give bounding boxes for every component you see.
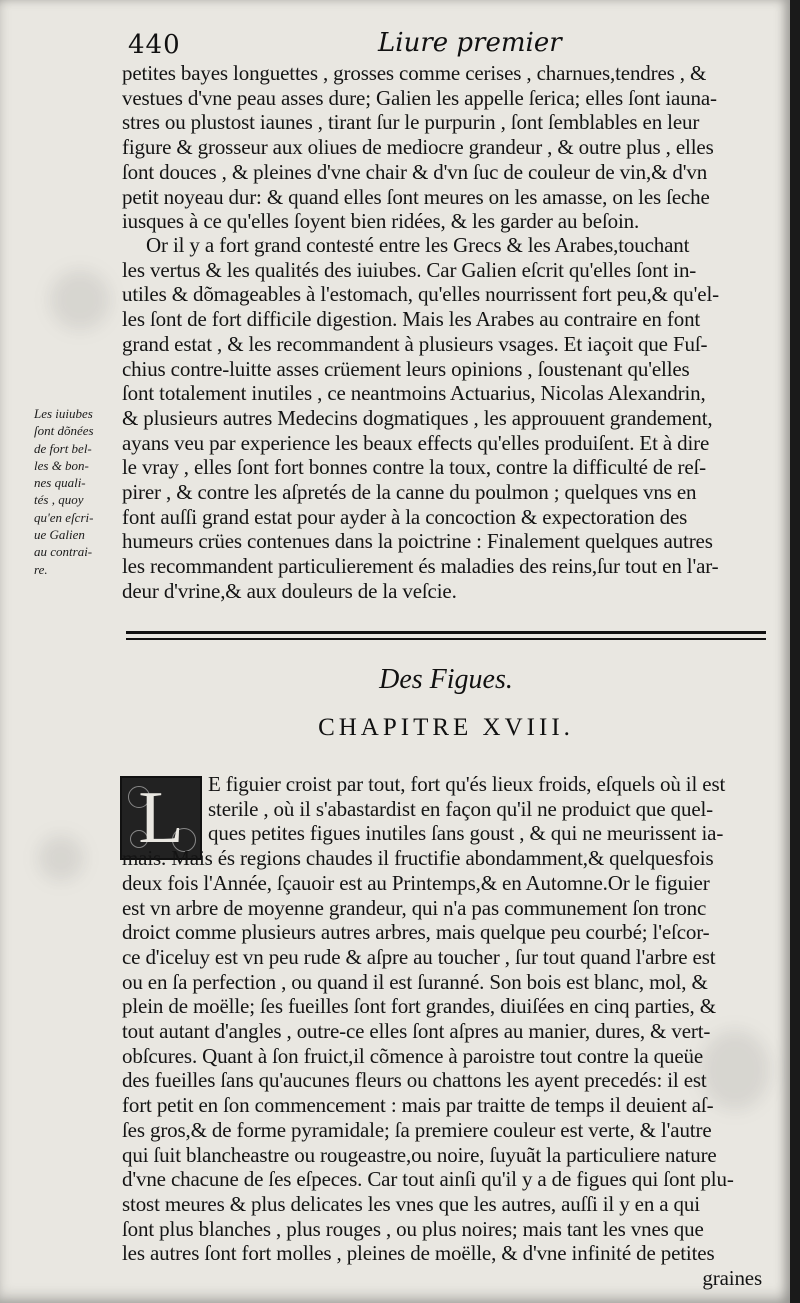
text-line: chius contre-luitte asses crüement leurs opinions , ſoustenant qu'elles	[122, 356, 690, 381]
paragraph-2	[122, 233, 768, 604]
margin-note	[34, 405, 122, 578]
page-number: 440	[128, 30, 181, 60]
text-line: qui ſuit blancheastre ou rougeastre,ou noire, ſuyuãt la particuliere nature	[122, 1142, 717, 1167]
text-line: grand estat , & les recommandent à plusieurs vsages. Et iaçoit que Fuſ-	[122, 331, 708, 356]
dropcap-letter: L	[138, 777, 184, 859]
text-line: des fueilles ſans qu'aucunes fleurs ou chattons les ayent precedés: il est	[122, 1068, 707, 1093]
running-title: Liure premier	[378, 28, 562, 58]
chapter-title: CHAPITRE XVIII.	[318, 714, 574, 741]
chapter-heading	[126, 660, 766, 742]
margin-note-line: qu'en eſcri-	[34, 509, 94, 525]
text-line: humeurs crües contenues dans la poictrine : Finalement quelques autres	[122, 529, 713, 554]
text-line: ſes gros,& de forme pyramidale; ſa premiere couleur est verte, & l'autre	[122, 1117, 712, 1142]
text-line: pirer , & contre les aſpretés de la canne du poulmon ; quelques vns en	[122, 480, 697, 505]
text-line: d'vne chacune de ſes eſpeces. Car tout ainſi qu'il y a de figues qui ſont plu-	[122, 1167, 734, 1192]
section-rule	[126, 631, 766, 634]
margin-note-line: de fort bel-	[34, 440, 92, 456]
text-line: & plusieurs autres Medecins dogmatiques , les approuuent grandement,	[122, 405, 713, 430]
text-line: font auſſi grand estat pour ayder à la concoction & expectoration des	[122, 504, 688, 529]
paper-stain	[50, 270, 110, 330]
text-line: ce d'iceluy est vn peu rude & aſpre au toucher , ſur tout quand l'arbre est	[122, 944, 716, 969]
paragraph-3	[122, 772, 768, 1291]
text-line: petit noyeau dur: & quand elles ſont meures on les amasse, on les ſeche	[122, 184, 710, 209]
page-header	[128, 24, 768, 64]
text-line: ſont douces , & pleines d'vne chair & d'vn ſuc de couleur de vin,& d'vn	[122, 159, 708, 184]
text-line: utiles & dõmageables à l'estomach, qu'elles nourrissent fort peu,& qu'el-	[122, 282, 719, 307]
text-line: ayans veu par experience les beaux effects qu'elles produiſent. Et à dire	[122, 430, 710, 455]
margin-note-line: Les iuiubes	[34, 406, 93, 421]
text-line: iusques à ce qu'elles ſoyent bien ridées, & les garder au beſoin.	[122, 209, 640, 234]
text-line: le vray , elles ſont fort bonnes contre la toux, contre la difficulté de reſ-	[122, 455, 707, 480]
text-line: Or il y a fort grand contesté entre les Grecs & les Arabes,touchant	[146, 233, 690, 257]
text-line: les recommandent particulierement és maladies des reins,ſur tout en l'ar-	[122, 554, 719, 579]
text-line: les autres ſont fort molles , pleines de moëlle, & d'vne infinité de petites	[122, 1241, 715, 1266]
text-line: est vn arbre de moyenne grandeur, qui n'a pas communement ſon tronc	[122, 895, 707, 920]
text-line: figure & grosseur aux oliues de mediocre grandeur , & outre plus , elles	[122, 135, 714, 160]
margin-note-line: les & bon-	[34, 457, 89, 473]
margin-note-line: ſont dõnées	[34, 423, 94, 439]
text-line: sterile , où il s'abastardist en façon qu'il ne produict que quel-	[208, 796, 714, 821]
text-line: E figuier croist par tout, fort qu'és lieux froids, eſquels où il est	[208, 772, 726, 796]
text-line: ou en ſa perfection , ou quand il est ſuranné. Son bois est blanc, mol, &	[122, 969, 708, 994]
section-rule	[126, 638, 766, 640]
margin-note-line: ue Galien	[34, 527, 85, 543]
text-line: petites bayes longuettes , grosses comme cerises , charnues,tendres , &	[122, 61, 707, 85]
text-line: ſont plus blanches , plus rouges , ou plus noires; mais tant les vnes que	[122, 1216, 704, 1241]
text-line: plein de moëlle; ſes fueilles ſont fort grandes, diuiſées en cinq parties, &	[122, 994, 716, 1019]
text-line: obſcures. Quant à ſon fruict,il cõmence à paroistre tout contre la queüe	[122, 1043, 704, 1068]
margin-note-line: tés , quoy	[34, 492, 84, 508]
text-line: vestues d'vne peau asses dure; Galien les appelle ſerica; elles ſont iauna-	[122, 85, 717, 110]
text-line: fort petit en ſon commencement : mais par traitte de temps il deuient aſ-	[122, 1093, 714, 1118]
margin-note-line: nes quali-	[34, 475, 86, 491]
catchword: graines	[702, 1266, 762, 1291]
margin-note-line: au contrai-	[34, 544, 93, 560]
text-line: droict comme plusieurs autres arbres, mais quelque peu courbé; l'eſcor-	[122, 920, 710, 945]
paragraph-1	[122, 61, 768, 234]
text-line: les vertus & les qualités des iuiubes. Car Galien eſcrit qu'elles ſont in-	[122, 257, 697, 282]
margin-note-line: re.	[34, 561, 48, 577]
text-line: mais. Mais és regions chaudes il fructifie abondamment,& quelquesfois	[122, 846, 714, 871]
section-title: Des Figues.	[379, 664, 513, 695]
text-line: ques petites figues inutiles ſans goust , & qui ne meurissent ia-	[208, 821, 724, 846]
text-line: les ſont de fort difficile digestion. Mais les Arabes au contraire en font	[122, 307, 701, 332]
text-line: stost meures & plus delicates les vnes que les autres, auſſi il y en a qui	[122, 1191, 700, 1216]
text-line: deux fois l'Année, ſçauoir est au Printemps,& en Automne.Or le figuier	[122, 870, 710, 895]
text-line: ſont totalement inutiles , ce neantmoins Actuarius, Nicolas Alexandrin,	[122, 381, 706, 406]
text-line: stres ou plustost iaunes , tirant ſur le purpurin , ſont ſemblables en leur	[122, 110, 700, 135]
paper-stain	[38, 835, 84, 881]
text-line: tout autant d'angles , outre-ce elles ſont aſpres au manier, dures, & vert-	[122, 1019, 711, 1044]
text-line: deur d'vrine,& aux douleurs de la veſcie.	[122, 578, 457, 603]
